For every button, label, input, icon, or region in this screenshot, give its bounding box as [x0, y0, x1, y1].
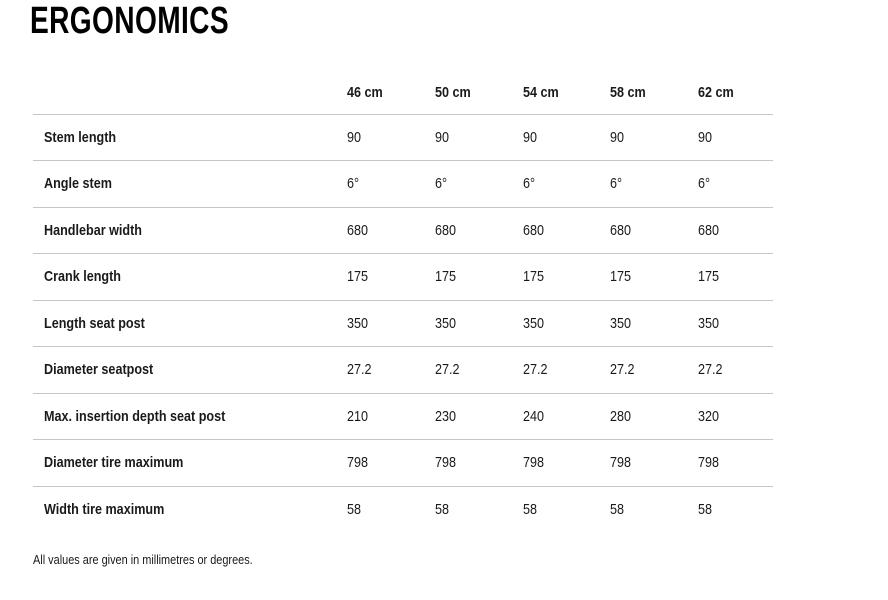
cell-value: 798: [698, 454, 720, 472]
cell-value: 230: [435, 407, 457, 425]
page-title: ERGONOMICS: [30, 0, 229, 42]
cell-value: 6°: [435, 175, 448, 193]
cell-value: 350: [610, 314, 632, 332]
row-label: Angle stem: [44, 175, 112, 193]
cell-value: 90: [435, 128, 450, 146]
table-header-row: [33, 72, 773, 114]
cell-value: 175: [523, 268, 545, 286]
cell-value: 680: [347, 221, 369, 239]
cell-value: 680: [523, 221, 545, 239]
cell-value: 58: [435, 501, 450, 518]
cell-value: 90: [347, 128, 362, 146]
cell-value: 6°: [347, 175, 360, 193]
cell-value: 350: [347, 314, 369, 332]
row-label: Diameter seatpost: [44, 361, 154, 379]
cell-value: 798: [435, 454, 457, 472]
cell-value: 27.2: [698, 361, 723, 379]
ergonomics-spec-table: [33, 72, 773, 533]
cell-value: 90: [698, 128, 713, 146]
table-row-width-tire-max: [33, 486, 773, 533]
cell-value: 27.2: [435, 361, 460, 379]
table-row-length-seat-post: [33, 300, 773, 347]
cell-value: 175: [347, 268, 369, 286]
column-header-46cm: 46 cm: [347, 84, 383, 102]
row-label: Crank length: [44, 268, 122, 286]
cell-value: 210: [347, 407, 369, 425]
column-header-50cm: 50 cm: [435, 84, 471, 102]
cell-value: 6°: [610, 175, 623, 193]
cell-value: 90: [523, 128, 538, 146]
cell-value: 27.2: [610, 361, 635, 379]
table-row-crank-length: [33, 254, 773, 301]
row-label: Width tire maximum: [44, 501, 165, 518]
row-label: Stem length: [44, 128, 117, 146]
cell-value: 58: [698, 501, 713, 518]
cell-value: 320: [698, 407, 720, 425]
row-label: Length seat post: [44, 314, 145, 332]
table-row-diameter-seatpost: [33, 347, 773, 394]
cell-value: 350: [435, 314, 457, 332]
table-row-stem-length: [33, 114, 773, 161]
table-row-max-insertion-depth: [33, 393, 773, 440]
cell-value: 6°: [523, 175, 536, 193]
cell-value: 27.2: [347, 361, 372, 379]
cell-value: 240: [523, 407, 545, 425]
cell-value: 175: [435, 268, 457, 286]
cell-value: 350: [523, 314, 545, 332]
cell-value: 350: [698, 314, 720, 332]
cell-value: 175: [698, 268, 720, 286]
cell-value: 680: [698, 221, 720, 239]
table-row-handlebar-width: [33, 207, 773, 254]
cell-value: 90: [610, 128, 625, 146]
column-header-58cm: 58 cm: [610, 84, 646, 102]
row-label: Max. insertion depth seat post: [44, 407, 226, 425]
row-label: Handlebar width: [44, 221, 143, 239]
cell-value: 175: [610, 268, 632, 286]
cell-value: 798: [523, 454, 545, 472]
cell-value: 680: [435, 221, 457, 239]
cell-value: 6°: [698, 175, 711, 193]
table-row-diameter-tire-max: [33, 440, 773, 487]
cell-value: 798: [347, 454, 369, 472]
cell-value: 58: [523, 501, 538, 518]
column-header-62cm: 62 cm: [698, 84, 734, 102]
column-header-54cm: 54 cm: [523, 84, 559, 102]
row-label-header-spacer: [33, 72, 347, 114]
cell-value: 58: [610, 501, 625, 518]
cell-value: 798: [610, 454, 632, 472]
footnote-text: All values are given in millimetres or degrees.: [33, 552, 253, 567]
cell-value: 280: [610, 407, 632, 425]
cell-value: 27.2: [523, 361, 548, 379]
footnote: [33, 552, 295, 567]
cell-value: 680: [610, 221, 632, 239]
cell-value: 58: [347, 501, 362, 518]
table-row-angle-stem: [33, 161, 773, 208]
row-label: Diameter tire maximum: [44, 454, 184, 472]
